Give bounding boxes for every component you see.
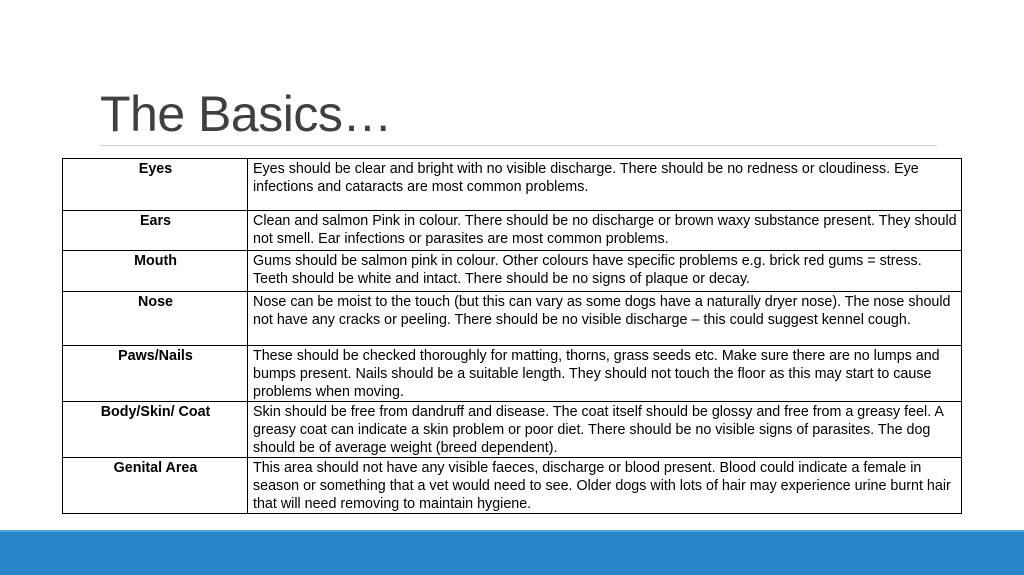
row-label: Eyes xyxy=(63,159,248,211)
row-description: Eyes should be clear and bright with no visible discharge. There should be no redness or cloudiness. Eye infections and cataracts are most common problems. xyxy=(248,159,962,211)
table-row-mouth xyxy=(63,251,962,292)
row-description: Gums should be salmon pink in colour. Other colours have specific problems e.g. brick red gums = stress. Teeth should be white and intact. There should be no signs of plaque or decay. xyxy=(248,251,962,292)
row-label: Paws/Nails xyxy=(63,346,248,402)
row-description: Nose can be moist to the touch (but this can vary as some dogs have a naturally dryer nose). The nose should not have any cracks or peeling. There should be no visible discharge – this could suggest kennel cough. xyxy=(248,292,962,346)
table-row-ears xyxy=(63,211,962,251)
row-description: Skin should be free from dandruff and disease. The coat itself should be glossy and free from a greasy feel. A greasy coat can indicate a skin problem or poor diet. There should be no visible signs of parasites. The dog should be of average weight (breed dependent). xyxy=(248,402,962,458)
footer-band xyxy=(0,532,1024,575)
row-label: Body/Skin/ Coat xyxy=(63,402,248,458)
row-description: This area should not have any visible faeces, discharge or blood present. Blood could indicate a female in season or something that a vet would need to see. Older dogs with lots of hair may experience urine burnt hair that will need removing to maintain hygiene. xyxy=(248,458,962,514)
row-description: These should be checked thoroughly for matting, thorns, grass seeds etc. Make sure there are no lumps and bumps present. Nails should be a suitable length. They should not touch the floor as this may start to cause problems when moving. xyxy=(248,346,962,402)
row-label: Nose xyxy=(63,292,248,346)
title-divider xyxy=(100,145,937,146)
slide-title: The Basics… xyxy=(100,86,392,142)
dog-health-checklist-table xyxy=(62,158,962,514)
table-row-eyes xyxy=(63,159,962,211)
table-row-body-skin-coat xyxy=(63,402,962,458)
table-row-genital-area xyxy=(63,458,962,514)
row-description: Clean and salmon Pink in colour. There should be no discharge or brown waxy substance present. They should not smell. Ear infections or parasites are most common problems. xyxy=(248,211,962,251)
table-row-paws-nails xyxy=(63,346,962,402)
row-label: Mouth xyxy=(63,251,248,292)
table-row-nose xyxy=(63,292,962,346)
row-label: Ears xyxy=(63,211,248,251)
row-label: Genital Area xyxy=(63,458,248,514)
